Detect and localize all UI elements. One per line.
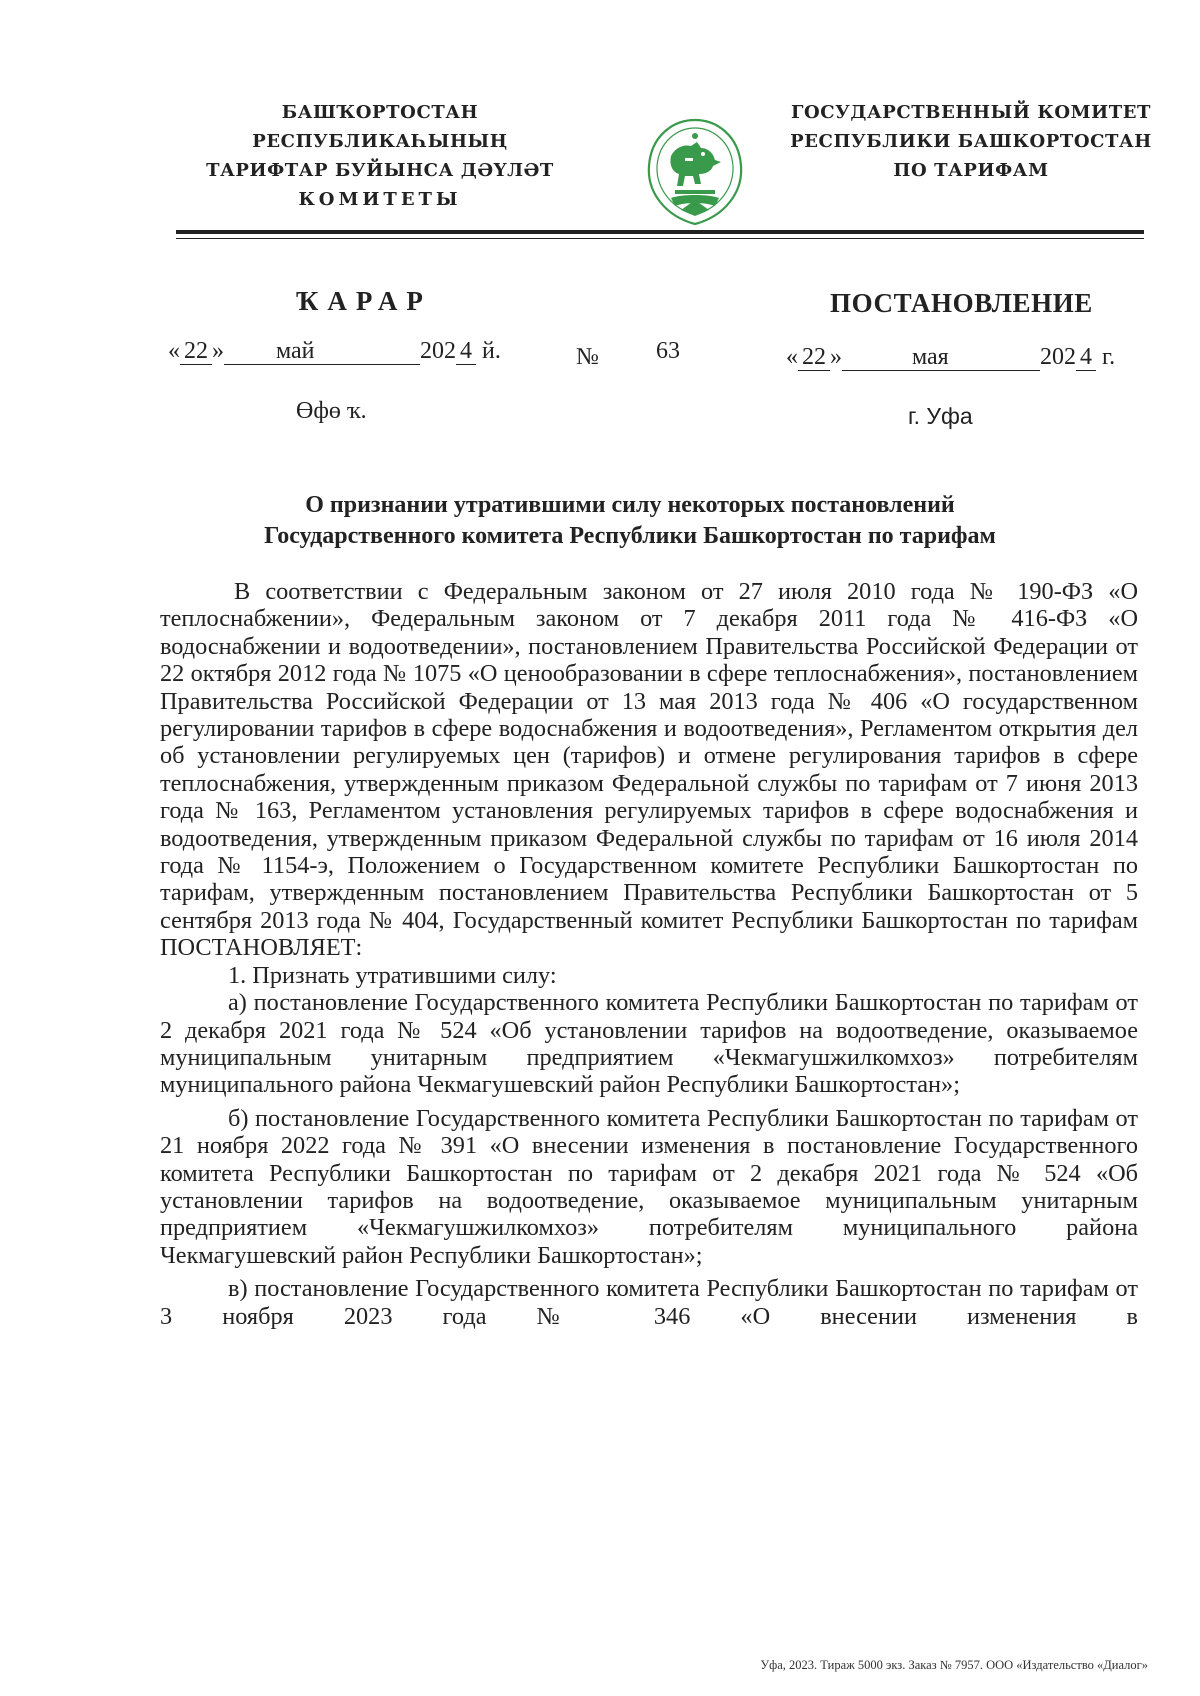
header-right-line-1: ГОСУДАРСТВЕННЫЙ КОМИТЕТ: [790, 102, 1152, 123]
date-right-year-prefix: 202: [1040, 344, 1076, 370]
date-left-year-suffix: й.: [482, 338, 501, 364]
doc-type-russian: ПОСТАНОВЛЕНИЕ: [830, 288, 1093, 318]
title-line-2: Государственного комитета Республики Башкортостан по тарифам: [264, 523, 996, 549]
date-right-month: мая: [912, 344, 949, 370]
title-line-1: О признании утратившими силу некоторых постановлений: [305, 492, 955, 518]
bashkortostan-coat-of-arms-icon: [641, 116, 749, 228]
date-right-month-field: [842, 344, 1040, 371]
header-left-bashkir: [170, 98, 590, 214]
date-right: [786, 344, 1115, 371]
date-right-open-quote: «: [786, 344, 798, 370]
date-left-year-digit: 4: [456, 338, 476, 365]
paragraph-item-a: а) постановление Государственного комитета Республики Башкортостан по тарифам от 2 декабря 2021 года № 524 «Об установлении тарифов на водоотведение, оказываемое муниципальным унитарным предприятием «Чекмагушжилкомхоз» потребителям муниципального района Чекмагушевский район Республики Башкортостан»;: [160, 989, 1138, 1099]
paragraph-preamble: В соответствии с Федеральным законом от 27 июля 2010 года № 190-ФЗ «О теплоснабжении», Федеральным законом от 7 декабря 2011 года № 416-ФЗ «О водоснабжении и водоотведении», постановлением Правительства Российской Федерации от 22 октября 2012 года № 1075 «О ценообразовании в сфере теплоснабжения», постановлением Правительства Российской Федерации от 13 мая 2013 года № 406 «О государственном регулировании тарифов в сфере водоснабжения и водоотведения», Регламентом открытия дел об установлении регулируемых цен (тарифов) и отмене регулирования тарифов в сфере теплоснабжения, утвержденным приказом Федеральной службы по тарифам от 7 июня 2013 года № 163, Регламентом установления регулируемых тарифов в сфере водоснабжения и водоотведения, утвержденным приказом Федеральной службы по тарифам от 16 июля 2014 года № 1154-э, Положением о Государственном комитете Республики Башкортостан по тарифам, утвержденным постановлением Правительства Республики Башкортостан от 5 сентября 2013 года № 404, Государственный комитет Республики Башкортостан по тарифам ПОСТАНОВЛЯЕТ:: [160, 578, 1138, 962]
header-left-line-2: ТАРИФТАР БУЙЫНСА ДӘҮЛӘТ: [206, 160, 554, 181]
date-right-day: 22: [798, 344, 830, 371]
date-left-day: 22: [180, 338, 212, 365]
date-left-close-quote: »: [212, 338, 224, 364]
paragraph-item-v: в) постановление Государственного комитета Республики Башкортостан по тарифам от 3 ноября 2023 года № 346 «О внесении изменения в: [160, 1275, 1138, 1330]
print-imprint-footer: Уфа, 2023. Тираж 5000 экз. Заказ № 7957. ООО «Издательство «Диалог»: [760, 1658, 1148, 1672]
date-left-open-quote: «: [168, 338, 180, 364]
place-bashkir: Өфө ҡ.: [296, 398, 367, 424]
place-russian: г. Уфа: [908, 403, 973, 429]
header-divider-thick: [176, 230, 1144, 234]
header-right-russian: [786, 98, 1156, 185]
date-left-year-prefix: 202: [420, 338, 456, 364]
document-body: [160, 578, 1138, 1330]
header-left-line-3: КОМИТЕТЫ: [298, 189, 462, 210]
paragraph-item-1: 1. Признать утратившими силу:: [228, 961, 557, 989]
date-left-month: май: [276, 338, 315, 364]
date-right-close-quote: »: [830, 344, 842, 370]
document-title: [160, 490, 1100, 552]
doc-number-value: 63: [656, 338, 680, 364]
header-divider-thin: [176, 238, 1144, 239]
header-right-line-3: ПО ТАРИФАМ: [893, 160, 1049, 181]
date-left-month-field: [224, 338, 420, 365]
header-left-line-1: БАШҠОРТОСТАН РЕСПУБЛИКАҺЫНЫҢ: [252, 102, 508, 152]
paragraph-item-b: б) постановление Государственного комитета Республики Башкортостан по тарифам от 21 ноября 2022 года № 391 «О внесении изменения в постановление Государственного комитета Республики Башкортостан по тарифам от 2 декабря 2021 года № 524 «Об установлении тарифов на водоотведение, оказываемое муниципальным унитарным предприятием «Чекмагушжилкомхоз» потребителям муниципального района Чекмагушевский район Республики Башкортостан»;: [160, 1104, 1138, 1269]
date-right-year-digit: 4: [1076, 344, 1096, 371]
date-right-year-suffix: г.: [1102, 344, 1116, 370]
doc-number-sign: №: [576, 344, 599, 370]
doc-type-bashkir: ҠАРАР: [296, 286, 432, 316]
date-left: [168, 338, 501, 365]
header-right-line-2: РЕСПУБЛИКИ БАШКОРТОСТАН: [790, 131, 1152, 152]
